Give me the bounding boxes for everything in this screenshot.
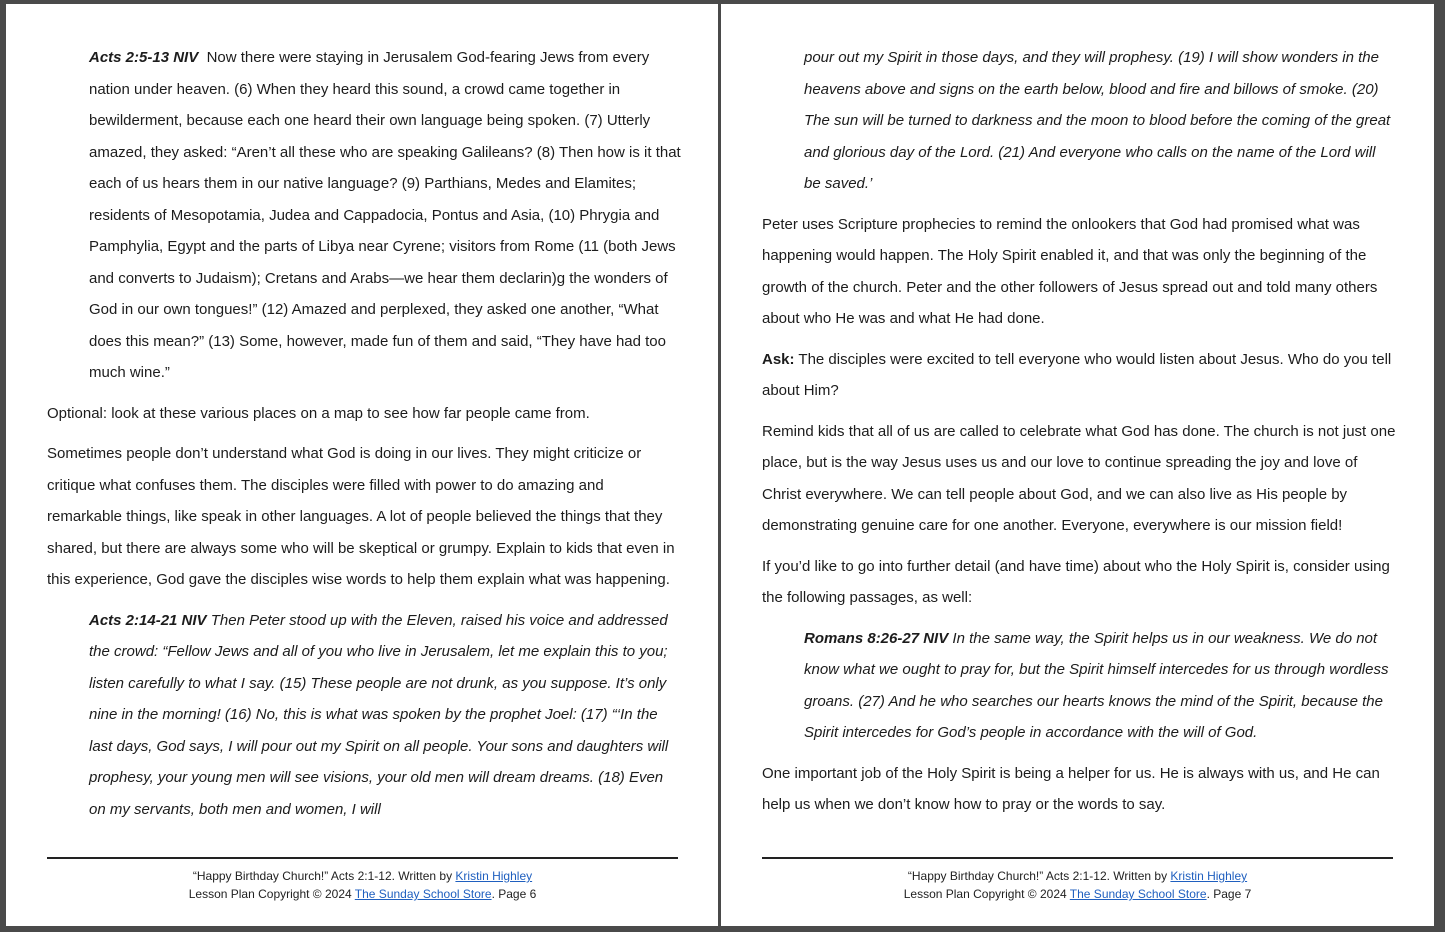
page-7 bbox=[721, 4, 1434, 926]
scripture-romans-8-26-27 bbox=[762, 623, 1396, 749]
footer-divider bbox=[47, 857, 678, 859]
body-paragraph: If you’d like to go into further detail (and have time) about who the Holy Spirit is, consider using the following passages, as well: bbox=[762, 557, 1390, 606]
page-7-content bbox=[762, 42, 1396, 830]
page-number: . Page 7 bbox=[1206, 887, 1252, 901]
scripture-text: Then Peter stood up with the Eleven, raised his voice and addressed the crowd: “Fellow Jews and all of you who live in Jerusalem, let me explain this to you; listen carefully to what I say. (15) These people are not drunk, as you suppose. It’s only nine in the morning! (16) No, this is what was spoken by the prophet Joel: (17) “‘In the last days, God says, I will pour out my Spirit on all people. Your sons and daughters will prophesy, your young men will see visions, your old men will dream dreams. (18) Even on my servants, both men and women, I will bbox=[89, 611, 669, 818]
footer-line-2: Lesson Plan Copyright © 2024 The Sunday School Store. Page 7 bbox=[903, 887, 1252, 901]
author-link[interactable]: Kristin Highley bbox=[455, 869, 533, 883]
ask-paragraph: Ask: The disciples were excited to tell everyone who would listen about Jesus. Who do you tell about Him? bbox=[762, 350, 1392, 399]
footer-line-1: “Happy Birthday Church!” Acts 2:1-12. Written by Kristin Highley bbox=[907, 869, 1248, 883]
body-paragraph: Remind kids that all of us are called to celebrate what God has done. The church is not just one place, but is the way Jesus uses us and our love to continue spreading the joy and love of Christ everywhere. We can tell people about God, and we can also live as His people by demonstrating genuine care for one another. Everyone, everywhere is our mission field! bbox=[762, 422, 1396, 534]
scripture-reference: Romans 8:26-27 NIV bbox=[804, 629, 949, 647]
footer-divider bbox=[762, 857, 1393, 859]
scripture-acts-2-5-13 bbox=[47, 42, 681, 389]
page-footer bbox=[762, 867, 1393, 903]
scripture-reference: Acts 2:5-13 NIV bbox=[89, 49, 199, 66]
page-6-content bbox=[47, 42, 681, 834]
ask-label: Ask: bbox=[762, 350, 795, 368]
scripture-text: In the same way, the Spirit helps us in our weakness. We do not know what we ought to pray for, but the Spirit himself intercedes for us through wordless groans. (27) And he who searches our hearts knows the mind of the Spirit, because the Spirit intercedes for God’s people in accordance with the will of God. bbox=[804, 629, 1389, 741]
scripture-reference: Acts 2:14-21 NIV bbox=[89, 611, 207, 629]
page-number: . Page 6 bbox=[491, 887, 537, 901]
author-link[interactable]: Kristin Highley bbox=[1170, 869, 1248, 883]
footer-line-1: “Happy Birthday Church!” Acts 2:1-12. Written by Kristin Highley bbox=[192, 869, 533, 883]
page-footer bbox=[47, 867, 678, 903]
body-paragraph: Sometimes people don’t understand what God is doing in our lives. They might criticize or critique what confuses them. The disciples were filled with power to do amazing and remarkable things, like speak in other languages. A lot of people believed the things that they shared, but there are always some who will be skeptical or grumpy. Explain to kids that even in this experience, God gave the disciples wise words to help them explain what was happening. bbox=[47, 445, 675, 588]
page-6 bbox=[6, 4, 718, 926]
optional-note: Optional: look at these various places on a map to see how far people came from. bbox=[47, 404, 590, 422]
store-link[interactable]: The Sunday School Store bbox=[1069, 887, 1207, 901]
scripture-text: Now there were staying in Jerusalem God-fearing Jews from every nation under heaven. (6) When they heard this sound, a crowd came together in bewilderment, because each one heard their own language being spoken. (7) Utterly amazed, they asked: “Aren’t all these who are speaking Galileans? (8) Then how is it that each of us hears them in our native language? (9) Parthians, Medes and Elamites; residents of Mesopotamia, Judea and Cappadocia, Pontus and Asia, (10) Phrygia and Pamphylia, Egypt and the parts of Libya near Cyrene; visitors from Rome (11 (both Jews and converts to Judaism); Cretans and Arabs—we hear them declarin)g the wonders of God in our own tongues!” (12) Amazed and perplexed, they asked one another, “What does this mean?” (13) Some, however, made fun of them and said, “They have had too much wine.” bbox=[89, 49, 681, 381]
body-paragraph: Peter uses Scripture prophecies to remind the onlookers that God had promised what was happening would happen. The Holy Spirit enabled it, and that was only the beginning of the growth of the church. Peter and the other followers of Jesus spread out and told many others about who He was and what He had done. bbox=[762, 215, 1378, 327]
body-paragraph: One important job of the Holy Spirit is being a helper for us. He is always with us, and He can help us when we don’t know how to pray or the words to say. bbox=[762, 764, 1380, 813]
scripture-acts-2-14-21 bbox=[47, 605, 681, 826]
footer-line-2: Lesson Plan Copyright © 2024 The Sunday School Store. Page 6 bbox=[188, 887, 537, 901]
scripture-continuation: pour out my Spirit in those days, and they will prophesy. (19) I will show wonders in the heavens above and signs on the earth below, blood and fire and billows of smoke. (20) The sun will be turned to darkness and the moon to blood before the coming of the great and glorious day of the Lord. (21) And everyone who calls on the name of the Lord will be saved.’ bbox=[804, 49, 1391, 192]
store-link[interactable]: The Sunday School Store bbox=[354, 887, 492, 901]
